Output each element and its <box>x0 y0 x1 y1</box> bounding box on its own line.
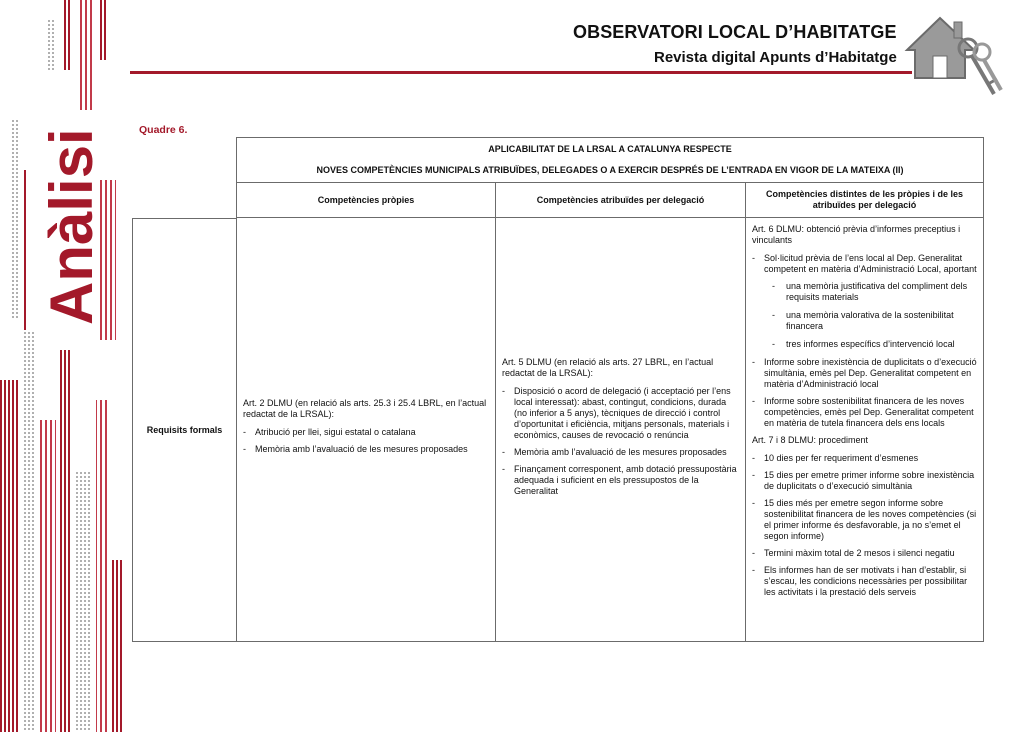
table-caption: Quadre 6. <box>139 124 188 136</box>
list-item: - Informe sobre inexistència de duplicitats o d’execució simultània, emès pel Dep. Generalitat competent en matèria d’Administració local <box>752 357 977 390</box>
site-title: OBSERVATORI LOCAL D’HABITATGE <box>573 22 897 42</box>
col2-intro: Art. 5 DLMU (en relació als arts. 27 LBRL, en l’actual redactat de la LRSAL): <box>502 356 714 378</box>
table-title-cell <box>236 137 984 182</box>
list-item: - Memòria amb l’avaluació de les mesures proposades <box>243 444 489 455</box>
col3-intro-art7-8: Art. 7 i 8 DLMU: procediment <box>752 435 869 445</box>
list-item: - Els informes han de ser motivats i han d’establir, si s’escau, les condicions necessàries per possibilitar les activitats i la prestació dels serveis <box>752 565 977 598</box>
col1-intro: Art. 2 DLMU (en relació als arts. 25.3 i 25.4 LBRL, en l’actual redactat de la LRSAL): <box>243 398 487 419</box>
sub-list-item: - una memòria valorativa de la sostenibilitat financera <box>752 310 977 332</box>
site-subtitle: Revista digital Apunts d’Habitatge <box>654 49 897 66</box>
table-title-line-2: NOVES COMPETÈNCIES MUNICIPALS ATRIBUÏDES, DELEGADES O A EXERCIR DESPRÉS DE L’ENTRADA EN VIGOR DE LA MATEIXA (II) <box>316 165 904 175</box>
side-decoration <box>0 0 125 732</box>
cell-delegated-requirements <box>495 218 745 642</box>
list-item: - Disposició o acord de delegació (i acceptació per l’ens local interessat): abast, contingut, condicions, durada (no inferior a 5 anys), tècniques de direcció i control d’oportunitat i eficiència, mitjans personals, materials i econòmics, causes de revocació o renúncia <box>502 386 739 441</box>
list-item: - Memòria amb l’avaluació de les mesures proposades <box>502 447 739 458</box>
row-label-formal-requirements: Requisits formals <box>132 218 236 642</box>
list-item: - 10 dies per fer requeriment d’esmenes <box>752 453 977 464</box>
col3-intro-art6: Art. 6 DLMU: obtenció prèvia d’informes preceptius i vinculants <box>752 224 961 245</box>
list-item: - 15 dies més per emetre segon informe sobre sostenibilitat financera de les noves competències (si el primer informe és desfavorable, ja no s’emet el segon informe) <box>752 498 977 542</box>
list-item: - Finançament corresponent, amb dotació pressupostària adequada i suficient en els pressupostos de la Generalitat <box>502 464 739 497</box>
col-header-delegated: Competències atribuïdes per delegació <box>495 182 745 218</box>
competencies-table <box>132 137 984 642</box>
header-divider <box>130 71 912 74</box>
house-keys-icon <box>902 12 1006 98</box>
cell-proper-requirements <box>236 218 495 642</box>
list-item: - Informe sobre sostenibilitat financera de les noves competències, emès pel Dep. Generalitat competent en matèria de tutela financera dels ens locals <box>752 396 977 429</box>
list-item: - Atribució per llei, sigui estatal o catalana <box>243 427 489 438</box>
col-header-distinct: Competències distintes de les pròpies i de les atribuïdes per delegació <box>745 182 984 218</box>
col-header-proper: Competències pròpies <box>236 182 495 218</box>
svg-text:Anàlisi: Anàlisi <box>38 128 105 325</box>
table-title-line-1: APLICABILITAT DE LA LRSAL A CATALUNYA RESPECTE <box>488 144 732 154</box>
analisi-vertical-title <box>30 110 110 330</box>
list-item: - Termini màxim total de 2 mesos i silenci negatiu <box>752 548 977 559</box>
sub-list-item: - tres informes específics d’intervenció local <box>752 339 977 350</box>
cell-distinct-requirements <box>745 218 984 642</box>
sub-list-item: - una memòria justificativa del compliment dels requisits materials <box>752 281 977 303</box>
list-item: - 15 dies per emetre primer informe sobre inexistència de duplicitats o d’execució simultània <box>752 470 977 492</box>
list-item: - Sol·licitud prèvia de l’ens local al Dep. Generalitat competent en matèria d’Administració Local, aportant <box>752 253 977 275</box>
